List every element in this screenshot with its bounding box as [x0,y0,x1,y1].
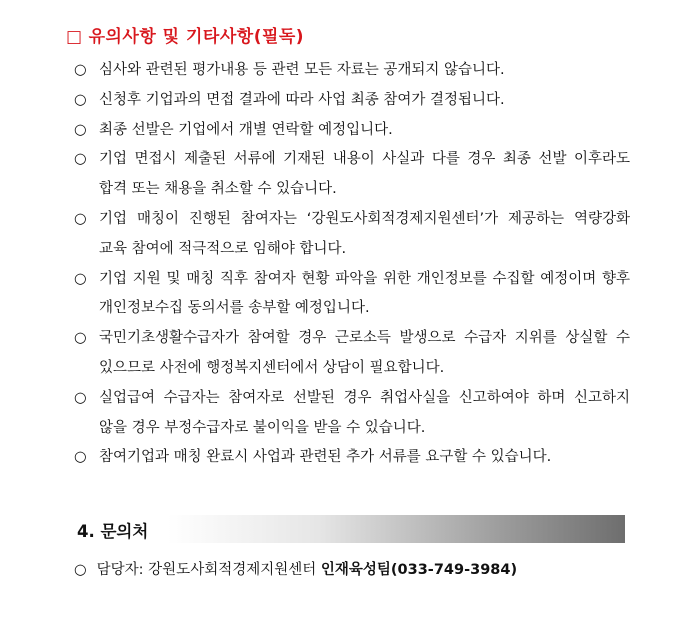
notice-item [74,56,630,86]
bullet-circle-icon: ○ [74,62,87,78]
bullet-circle-icon: ○ [74,449,87,466]
bullet-circle-icon: ○ [74,210,87,227]
notice-item-text: 기업 지원 및 매칭 직후 참여자 현황 파악을 위한 개인정보를 수집할 예정이며 향후 개인정보수집 동의서를 송부할 예정입니다. [99,270,630,317]
contact-section-title: 4. 문의처 [77,522,149,541]
contact-line [74,556,517,585]
bullet-circle-icon: ○ [74,330,87,347]
checkbox-square-icon: □ [66,27,83,47]
notice-item [74,324,630,384]
contact-section-header [67,515,625,543]
contact-team: 인재육성팀(033-749-3984) [320,562,518,578]
notice-item [74,384,630,444]
notice-item [74,145,630,205]
notice-item-text: 최종 선발은 기업에서 개별 연락할 예정입니다. [99,121,393,138]
notice-item [74,265,630,325]
notice-title: 유의사항 및 기타사항(필독) [88,27,305,47]
contact-label: 담당자: 강원도사회적경제지원센터 [96,562,317,578]
notice-heading [66,22,304,47]
bullet-circle-icon: ○ [74,121,87,138]
notice-item [74,116,630,146]
bullet-circle-icon: ○ [74,151,87,168]
notice-list [74,56,630,473]
notice-item-text: 기업 매칭이 진행된 참여자는 ‘강원도사회적경제지원센터’가 제공하는 역량강화 교육 참여에 적극적으로 임해야 합니다. [99,210,630,257]
notice-item-text: 실업급여 수급자는 참여자로 선발된 경우 취업사실을 신고하여야 하며 신고하지 않을 경우 부정수급자로 불이익을 받을 수 있습니다. [99,389,630,436]
bullet-circle-icon: ○ [74,389,87,406]
notice-item-text: 신청후 기업과의 면접 결과에 따라 사업 최종 참여가 결정됩니다. [99,91,505,108]
bullet-circle-icon: ○ [74,562,87,578]
notice-item [74,205,630,265]
notice-item-text: 국민기초생활수급자가 참여할 경우 근로소득 발생으로 수급자 지위를 상실할 수 있으므로 사전에 행정복지센터에서 상담이 필요합니다. [99,330,630,376]
bullet-circle-icon: ○ [74,270,87,287]
notice-item-text: 심사와 관련된 평가내용 등 관련 모든 자료는 공개되지 않습니다. [99,62,505,78]
notice-item [74,443,630,473]
notice-item [74,86,630,116]
notice-item-text: 참여기업과 매칭 완료시 사업과 관련된 추가 서류를 요구할 수 있습니다. [99,449,552,466]
notice-item-text: 기업 면접시 제출된 서류에 기재된 내용이 사실과 다를 경우 최종 선발 이후라도 합격 또는 채용을 취소할 수 있습니다. [99,151,630,198]
bullet-circle-icon: ○ [74,91,87,108]
